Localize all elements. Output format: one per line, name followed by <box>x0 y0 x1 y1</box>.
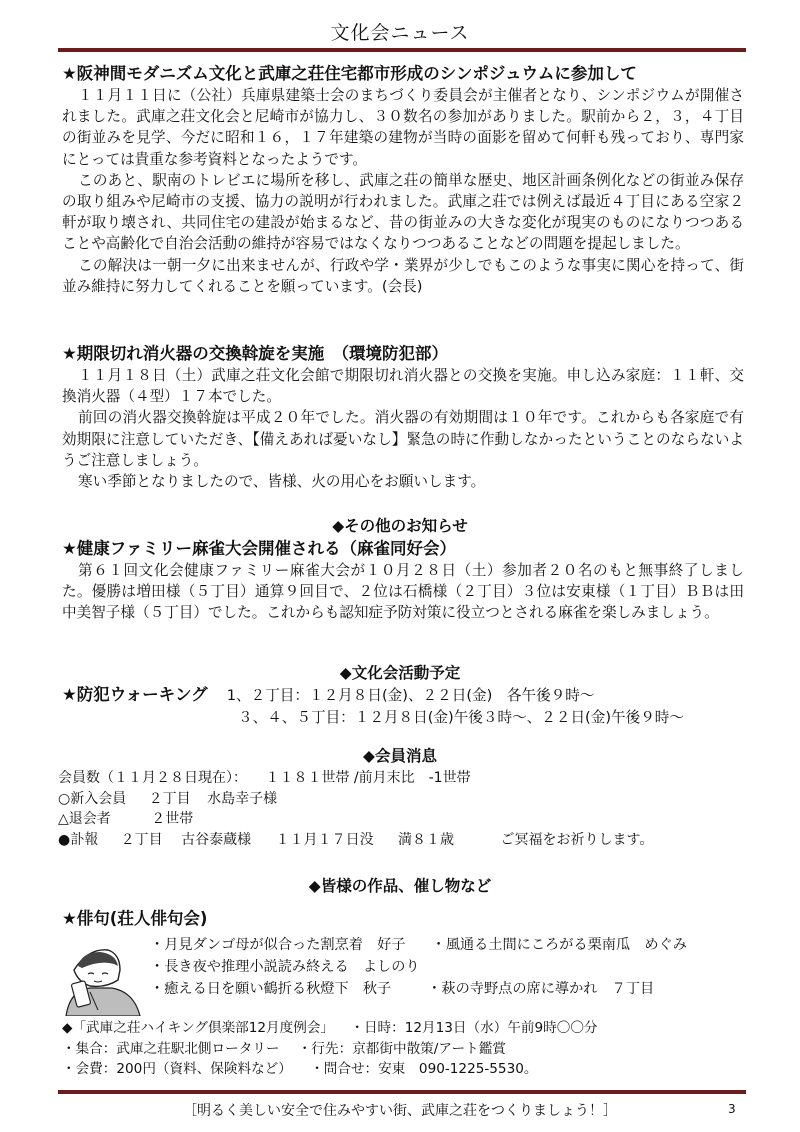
haiku-list <box>150 934 750 1000</box>
withdrawal-value: ２世帯 <box>151 811 194 827</box>
section-title-other: ◆その他のお知らせ <box>332 517 468 535</box>
haiku-item: ・長き夜や推理小説読み終える よしのり <box>150 959 420 975</box>
new-member-name: 水島幸子様 <box>207 790 278 807</box>
obituary-date: １１月１７日没 <box>275 831 374 848</box>
haiku-row <box>150 934 750 956</box>
section-title-members: ◆会員消息 <box>363 747 437 765</box>
page-title: 文化会ニュース <box>330 22 470 44</box>
patrol-schedule <box>62 684 752 729</box>
obituary-label: ●訃報 <box>58 831 99 848</box>
withdrawal-label: △退会者 <box>58 811 111 827</box>
hiking-fee: ・会費：200円（資料、保険料など） <box>62 1061 292 1077</box>
new-member-label: ○新入会員 <box>58 790 127 807</box>
hiking-date: ・日時：12月13日（水）午前9時〇〇分 <box>350 1020 598 1036</box>
haiku-item: ・風通る土間にころがる栗南瓜 めぐみ <box>431 937 687 953</box>
hiking-contact: ・問合せ：安東 090-1225-5530。 <box>310 1061 538 1077</box>
haiku-row <box>150 978 750 1000</box>
member-count-label: 会員数（１１月２８日現在）： <box>58 770 247 786</box>
paragraph: 前回の消火器交換斡旋は平成２０年でした。消火器の有効期間は１０年です。これからも各家庭で有効期限に注意していただき、【備えあれば憂いなし】緊急の時に作動しなかったということのならないようご注意しましょう。 <box>62 409 744 469</box>
new-member-row <box>58 789 740 810</box>
haiku-item: ・萩の寺野点の席に導かれ ７丁目 <box>427 981 655 997</box>
paragraph: この解決は一朝一夕に出来ませんが、行政や学・業界が少しでもこのような事実に関心を持って、街並み維持に努力してくれることを願っています。(会長) <box>62 256 744 295</box>
obituary-age: 満８１歳 <box>398 831 455 848</box>
withdrawal-row <box>58 809 740 830</box>
hiking-title: ◆「武庫之荘ハイキング倶楽部12月度例会」 <box>62 1020 335 1036</box>
patrol-line-2: ３、４、５丁目：１２月８日(金)午後３時～、２２日(金)午後９時～ <box>238 709 684 726</box>
article-symposium <box>62 63 744 297</box>
obituary-row <box>58 830 740 851</box>
paragraph: １１月１８日（土）武庫之荘文化会館で期限切れ消火器との交換を実施。申し込み家庭：１１軒、交換消火器（４型）１７本でした。 <box>62 367 744 406</box>
obituary-name: 古谷泰蔵様 <box>181 831 252 848</box>
new-member-area: ２丁目 <box>148 790 191 807</box>
haiku-heading: ★俳句(荘人俳句会) <box>62 909 208 928</box>
member-count-row <box>58 768 740 789</box>
article-heading: ★期限切れ消火器の交換斡旋を実施 （環境防犯部） <box>62 344 449 363</box>
hiking-notice <box>62 1018 752 1080</box>
member-news <box>58 768 740 850</box>
haiku-item: ・癒える日を願い鶴折る秋燈下 秋子 <box>150 981 392 997</box>
paragraph: このあと、駅南のトレビエに場所を移し、武庫之荘の簡単な歴史、地区計画条例化などの街並み保存の取り組みや尼崎市の支援、協力の説明が行われました。武庫之荘では例えば最近４丁目にある空家２軒が取り壊され、共同住宅の建設が始まるなど、昔の街並みの大きな変化が現実のものになりつつあることや高齢化で自治会活動の維持が容易ではなくなりつつあることなどの問題を提起しました。 <box>62 171 744 253</box>
obituary-message: ご冥福をお祈りします。 <box>500 831 654 848</box>
hiking-destination: ・行先：京都街中散策/アート鑑賞 <box>297 1040 506 1057</box>
poet-illustration <box>60 930 144 1016</box>
hiking-meeting: ・集合：武庫之荘駅北側ロータリー <box>62 1040 280 1057</box>
obituary-area: ２丁目 <box>120 831 163 848</box>
haiku-row <box>150 956 750 978</box>
paragraph: 寒い季節となりましたので、皆様、火の用心をお願いします。 <box>78 473 486 491</box>
article-extinguisher <box>62 343 744 492</box>
article-heading: ★健康ファミリー麻雀大会開催される（麻雀同好会） <box>62 539 456 558</box>
top-rule <box>58 48 746 52</box>
haiku-item: ・月見ダンゴ母が似合った割烹着 好子 <box>150 937 406 953</box>
article-heading: ★阪神間モダニズム文化と武庫之荘住宅都市形成のシンポジュウムに参加して <box>62 64 637 83</box>
article-mahjong <box>62 538 744 624</box>
paragraph: 第６１回文化会健康ファミリー麻雀大会が１０月２８日（土）参加者２０名のもと無事終了しました。優勝は増田様（５丁目）通算９回目で、２位は石橋様（２丁目）３位は安東様（１丁目）ＢＢは田中美智子様（５丁目）でした。これからも認知症予防対策に役立つとされる麻雀を楽しみましょう。 <box>62 562 744 622</box>
page-number: 3 <box>728 1102 736 1116</box>
patrol-line-1: 1、２丁目：１２月８日(金)、２２日(金) 各午後９時～ <box>226 687 595 704</box>
footer-slogan: ［明るく美しい安全で住みやすい街、武庫之荘をつくりましょう！］ <box>183 1103 617 1119</box>
patrol-label: ★防犯ウォーキング <box>62 685 208 704</box>
section-title-works: ◆皆様の作品、催し物など <box>308 877 492 895</box>
paragraph: １１月１１日に（公社）兵庫県建築士会のまちづくり委員会が主催者となり、シンポジウムが開催されました。武庫之荘文化会と尼崎市が協力し、３０数名の参加がありました。駅前から２，３，４丁目の街並みを見学、今だに昭和１６，１７年建築の建物が当時の面影を留めて何軒も残っており、専門家にとっては貴重な参考資料となったようです。 <box>62 87 744 168</box>
section-title-schedule: ◆文化会活動予定 <box>339 664 461 682</box>
member-count-value: １１８１世帯 /前月末比 -1世帯 <box>265 770 471 786</box>
bottom-rule <box>58 1090 746 1094</box>
